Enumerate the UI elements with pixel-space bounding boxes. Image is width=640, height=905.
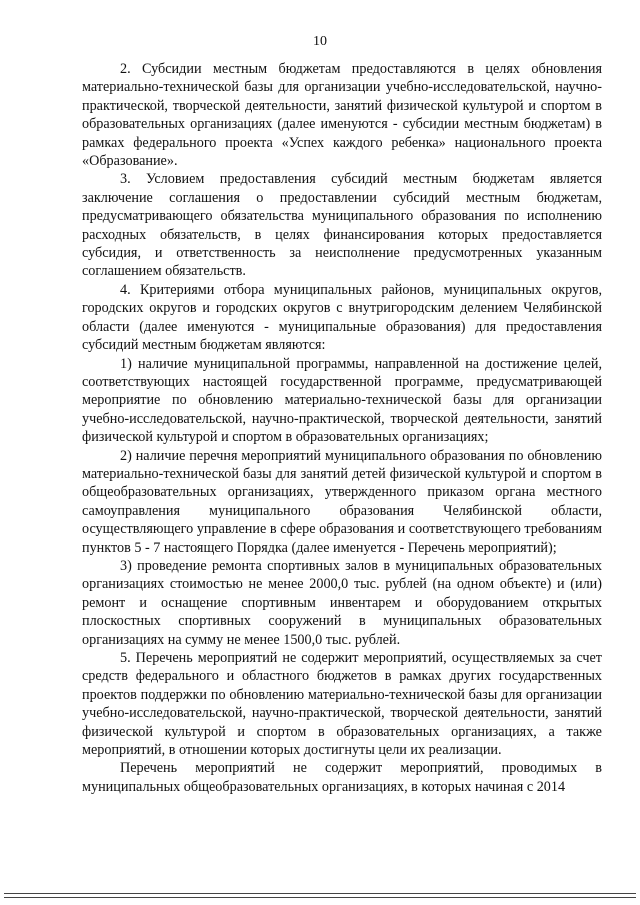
criterion-2: 2) наличие перечня мероприятий муниципального образования по обновлению материально-технической базы для занятий детей физической культурой и спортом в общеобразовательных организациях, утвержденного приказом органа местного самоуправления муниципального образования Челябинской области, осуществляющего управление в сфере образования и соответствующего требованиям пунктов 5 - 7 настоящего Порядка (далее именуется - Перечень мероприятий); (82, 447, 602, 556)
paragraph-2-subsidies-purpose: 2. Субсидии местным бюджетам предоставляются в целях обновления материально-технической базы для организации учебно-исследовательской, научно-практической, творческой деятельности, занятий физической культурой и спортом в образовательных организациях (далее именуются - субсидии местным бюджетам) в рамках федерального проекта «Успех каждого ребенка» национального проекта «Образование». (82, 61, 602, 170)
criterion-3: 3) проведение ремонта спортивных залов в муниципальных образовательных организациях стоимостью не менее 2000,0 тыс. рублей (на одном объекте) и (или) ремонт и оснащение спортивным инвентарем и оборудованием открытых плоскостных спортивных сооружений в муниципальных образовательных организациях на сумму не менее 1500,0 тыс. рублей. (82, 557, 602, 648)
footer-divider (4, 893, 636, 894)
paragraph-3-condition: 3. Условием предоставления субсидий местным бюджетам является заключение соглашения о предоставлении субсидий местным бюджетам, предусматривающего обязательства муниципального образования по исполнению расходных обязательств, в целях финансирования которых предоставляется субсидия, и ответственность за неисполнение предусмотренных указанным соглашением обязательств. (82, 171, 602, 280)
paragraph-5-activities-list: 5. Перечень мероприятий не содержит мероприятий, осуществляемых за счет средств федерального и областного бюджетов в рамках других государственных проектов поддержки по обновлению материально-технической базы для организации учебно-исследовательской, научно-практической, творческой деятельности, занятий физической культурой и спортом в образовательных организациях, а также мероприятий, в отношении которых достигнуты цели их реализации. (82, 650, 602, 759)
page-number: 10 (313, 34, 327, 49)
paragraph-4-criteria: 4. Критериями отбора муниципальных районов, муниципальных округов, городских округов и городских округов с внутригородским делением Челябинской области (далее именуются - муниципальные образования) для предоставления субсидий местным бюджетам являются: (82, 281, 602, 354)
footer-divider-secondary (4, 897, 636, 898)
document-body (82, 60, 602, 796)
criterion-1: 1) наличие муниципальной программы, направленной на достижение целей, соответствующих настоящей государственной программе, предусматривающей мероприятие по обновлению материально-технической базы для организации учебно-исследовательской, научно-практической, творческой деятельности, занятий физической культурой и спортом в образовательных организациях; (82, 355, 602, 446)
paragraph-activities-exclusion: Перечень мероприятий не содержит мероприятий, проводимых в муниципальных общеобразовательных организациях, в которых начиная с 2014 (82, 760, 602, 795)
